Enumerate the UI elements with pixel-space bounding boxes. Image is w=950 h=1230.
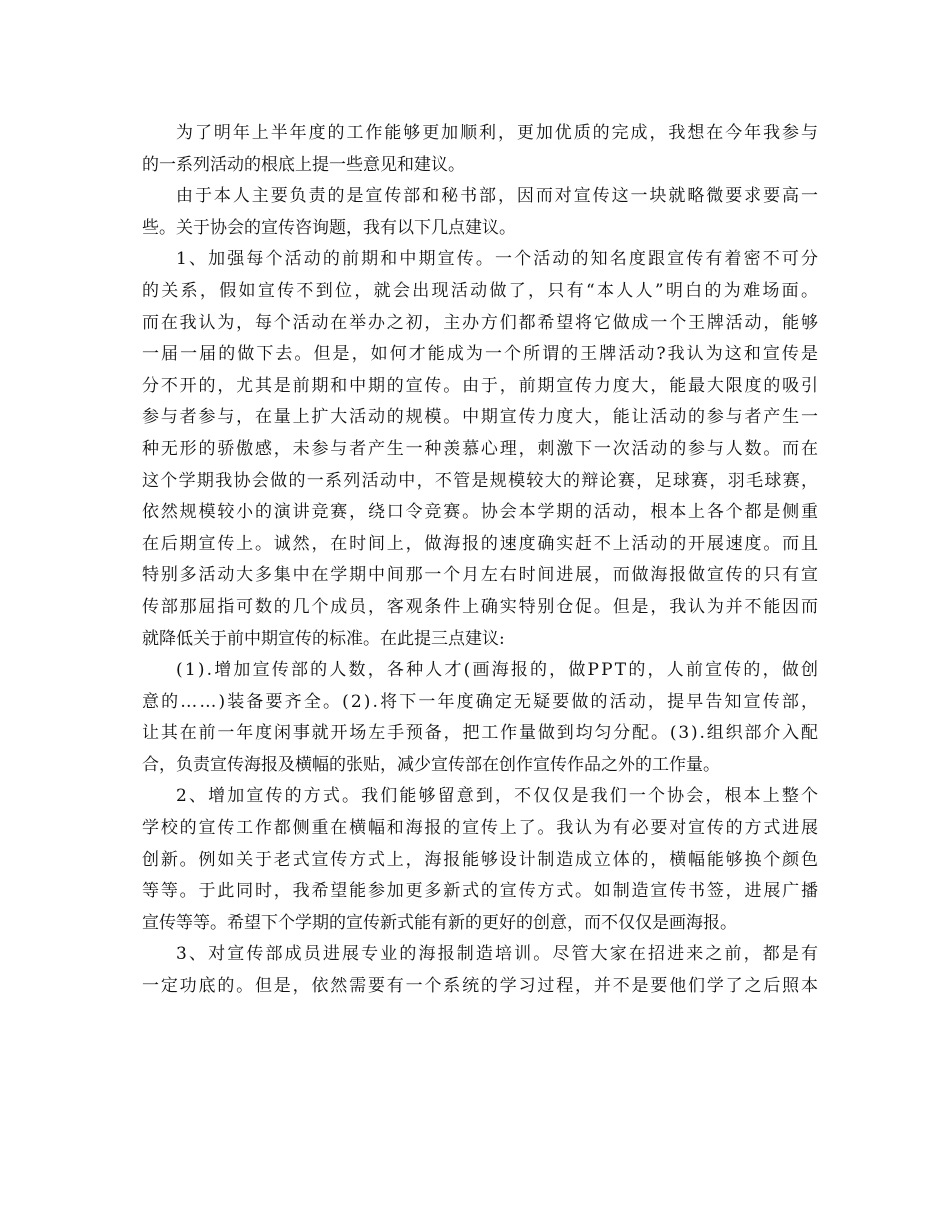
paragraph-line: 种无形的骄傲感，未参与者产生一种羡慕心理，刺激下一次活动的参与人数。而在 [142,438,820,459]
paragraph-line: 学校的宣传工作都侧重在横幅和海报的宣传上了。我认为有必要对宣传的方式进展 [142,818,820,839]
paragraph-line: 等等。于此同时，我希望能参加更多新式的宣传方式。如制造宣传书签，进展广播 [142,881,820,902]
paragraph-first-line: 2、增加宣传的方式。我们能够留意到，不仅仅是我们一个协会，根本上整个 [176,786,821,807]
paragraph-line: 些。关于协会的宣传咨询题，我有以下几点建议。 [142,217,516,238]
paragraph-first-line: 为了明年上半年度的工作能够更加顺利，更加优质的完成，我想在今年我参与 [176,123,820,143]
paragraph-line: 让其在前一年度闲事就开场左手预备，把工作量做到均匀分配。(3).组织部介入配 [142,723,820,744]
paragraph-line: 而在我认为，每个活动在举办之初，主办方们都希望将它做成一个王牌活动，能够 [142,312,820,333]
document-body [142,118,821,1003]
paragraph-line: 合，负责宣传海报及横幅的张贴，减少宣传部在创作宣传作品之外的工作量。 [142,754,720,775]
paragraph-line: 这个学期我协会做的一系列活动中，不管是规模较大的辩论赛，足球赛，羽毛球赛， [142,470,820,491]
paragraph-first-line: 3、对宣传部成员进展专业的海报制造培训。尽管大家在招进来之前，都是有 [176,944,821,965]
paragraph-line: 宣传等等。希望下个学期的宣传新式能有新的更好的创意，而不仅仅是画海报。 [142,912,737,933]
paragraph-first-line: 1、加强每个活动的前期和中期宣传。一个活动的知名度跟宣传有着密不可分 [176,249,821,270]
paragraph-line: 分不开的，尤其是前期和中期的宣传。由于，前期宣传力度大，能最大限度的吸引 [142,375,820,396]
paragraph-line: 在后期宣传上。诚然，在时间上，做海报的速度确实赶不上活动的开展速度。而且 [142,533,820,554]
paragraph-line: 传部那屈指可数的几个成员，客观条件上确实特别仓促。但是，我认为并不能因而 [142,596,820,617]
paragraph-first-line: 由于本人主要负责的是宣传部和秘书部，因而对宣传这一块就略微要求要高一 [176,186,820,207]
paragraph-line: 的关系，假如宣传不到位，就会出现活动做了，只有“本人人”明白的为难场面。 [142,280,821,301]
paragraph-line: 一届一届的做下去。但是，如何才能成为一个所谓的王牌活动?我认为这和宣传是 [142,344,821,365]
paragraph-line: 依然规模较小的演讲竞赛，绕口令竞赛。协会本学期的活动，根本上各个都是侧重 [142,502,820,523]
paragraph-line: 意的……)装备要齐全。(2).将下一年度确定无疑要做的活动，提早告知宣传部， [142,691,821,712]
paragraph-line: 参与者参与，在量上扩大活动的规模。中期宣传力度大，能让活动的参与者产生一 [142,407,820,428]
paragraph-line: 特别多活动大多集中在学期中间那一个月左右时间进展，而做海报做宣传的只有宣 [142,565,820,586]
paragraph-line: 创新。例如关于老式宣传方式上，海报能够设计制造成立体的，横幅能够换个颜色 [142,849,820,870]
paragraph-line: 一定功底的。但是，依然需要有一个系统的学习过程，并不是要他们学了之后照本 [142,976,820,997]
paragraph-first-line: (1).增加宣传部的人数，各种人才(画海报的，做PPT的，人前宣传的，做创 [176,660,821,681]
paragraph-line: 的一系列活动的根底上提一些意见和建议。 [142,154,465,175]
paragraph-line: 就降低关于前中期宣传的标准。在此提三点建议: [142,628,505,649]
